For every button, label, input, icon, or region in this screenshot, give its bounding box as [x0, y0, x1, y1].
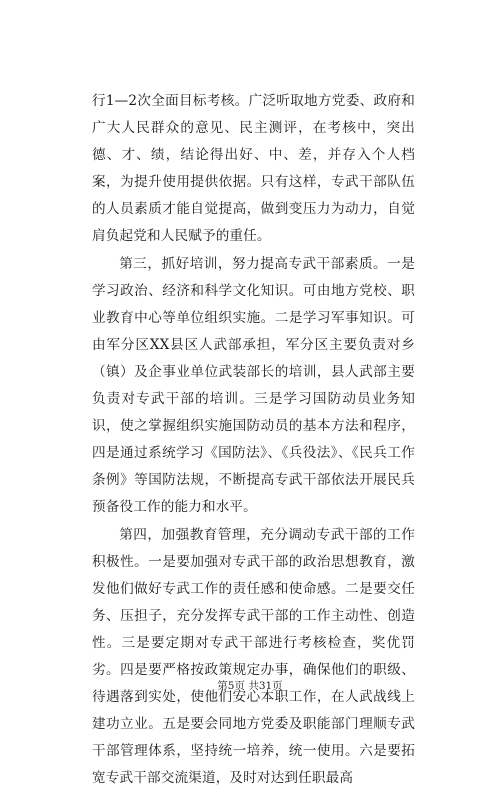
- paragraph-fourth-management: 第四，加强教育管理，充分调动专武干部的工作积极性。一是要加强对专武干部的政治思想教育，激发他们做好专武工作的责任感和使命感。二是要交任务、压担子，充分发挥专武干部的工作主动性、创造性。三是要定期对专武干部进行考核检查，奖优罚劣。四是要严格按政策规定办事，确保他们的职级、待遇落到实处，使他们安心本职工作，在人武战线上建功立业。五是要会同地方党委及职能部门理顺专武干部管理体系，坚持统一培养，统一使用。六是要拓宽专武干部交流渠道，及时对达到任职最高: [92, 522, 415, 792]
- paragraph-continuation: 行1—2次全面目标考核。广泛听取地方党委、政府和广大人民群众的意见、民主测评，在考核中，突出德、才、绩，结论得出好、中、差，并存入个人档案，为提升使用提供依据。只有这样，专武干部队伍的人员素质才能自觉提高，做到变压力为动力，自觉肩负起党和人民赋予的重任。: [92, 88, 415, 251]
- paragraph-third-training: 第三，抓好培训，努力提高专武干部素质。一是学习政治、经济和科学文化知识。可由地方党校、职业教育中心等单位组织实施。二是学习军事知识。可由军分区XX县区人武部承担，军分区主要负责对乡（镇）及企事业单位武装部长的培训，县人武部主要负责对专武干部的培训。三是学习国防动员业务知识，使之掌握组织实施国防动员的基本方法和程序，四是通过系统学习《国防法》、《兵役法》、《民兵工作条例》等国防法规，不断提高专武干部依法开展民兵预备役工作的能力和水平。: [92, 251, 415, 522]
- page-number-footer: 第5页 共31页: [0, 678, 500, 693]
